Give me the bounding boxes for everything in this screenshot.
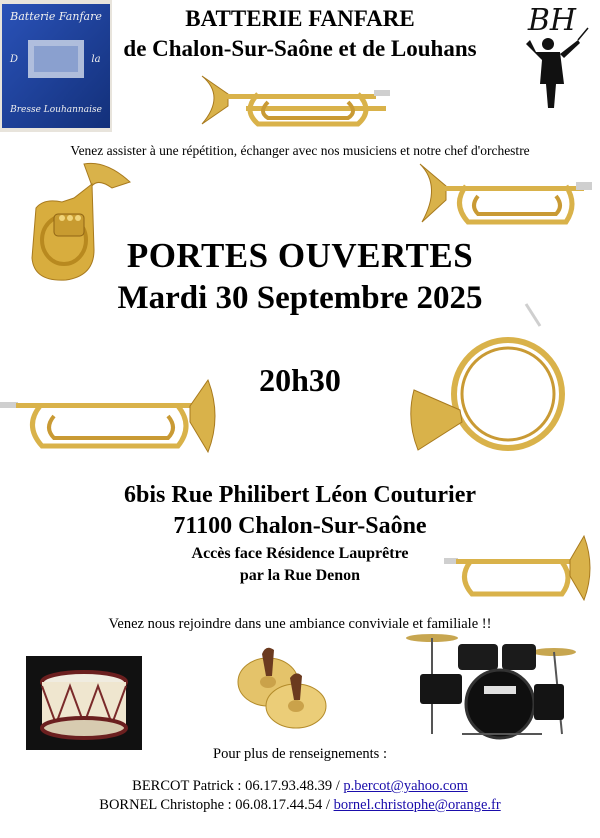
drum-kit-image — [402, 630, 580, 742]
bugle-image-lower-right — [444, 532, 594, 604]
contact-1-label: BERCOT Patrick : 06.17.93.48.39 / — [132, 778, 344, 794]
banner-text-1: Batterie Fanfare — [10, 10, 102, 23]
svg-text:D: D — [9, 54, 19, 65]
access-line-1: Accès face Résidence Lauprêtre — [191, 545, 409, 562]
bugle-image-right — [416, 156, 594, 236]
intro-text: Venez assister à une répétition, échanger avec nos musiciens et notre chef d'orchestre — [70, 143, 530, 158]
drum-image — [26, 656, 142, 750]
address-line-1: 6bis Rue Philibert Léon Couturier — [124, 482, 476, 508]
svg-text:la: la — [91, 54, 101, 65]
contact-1-email-link[interactable]: p.bercot@yahoo.com — [343, 778, 468, 794]
contact-2-email-link[interactable]: bornel.christophe@orange.fr — [333, 797, 501, 813]
event-date: Mardi 30 Septembre 2025 — [117, 280, 483, 316]
contact-line-2 — [0, 797, 600, 814]
access-line-2: par la Rue Denon — [239, 567, 361, 584]
event-name: PORTES OUVERTES — [126, 236, 474, 275]
cymbals-image — [226, 644, 332, 732]
title-line-2: de Chalon-Sur-Saône et de Louhans — [123, 36, 477, 61]
monogram: BH — [527, 3, 577, 38]
info-title: Pour plus de renseignements : — [213, 746, 387, 762]
horn-image — [406, 300, 572, 460]
title-line-1: BATTERIE FANFARE — [185, 6, 415, 31]
invitation-text: Venez nous rejoindre dans une ambiance conviviale et familiale !! — [108, 616, 492, 632]
bugle-image-top — [198, 66, 392, 136]
contact-2-label: BORNEL Christophe : 06.08.17.44.54 / — [99, 797, 334, 813]
address-line-2: 71100 Chalon-Sur-Saône — [173, 513, 427, 539]
contact-line-1 — [0, 778, 600, 795]
svg-text:Bresse Louhannaise: Bresse Louhannaise — [10, 105, 102, 115]
event-time: 20h30 — [259, 362, 341, 398]
